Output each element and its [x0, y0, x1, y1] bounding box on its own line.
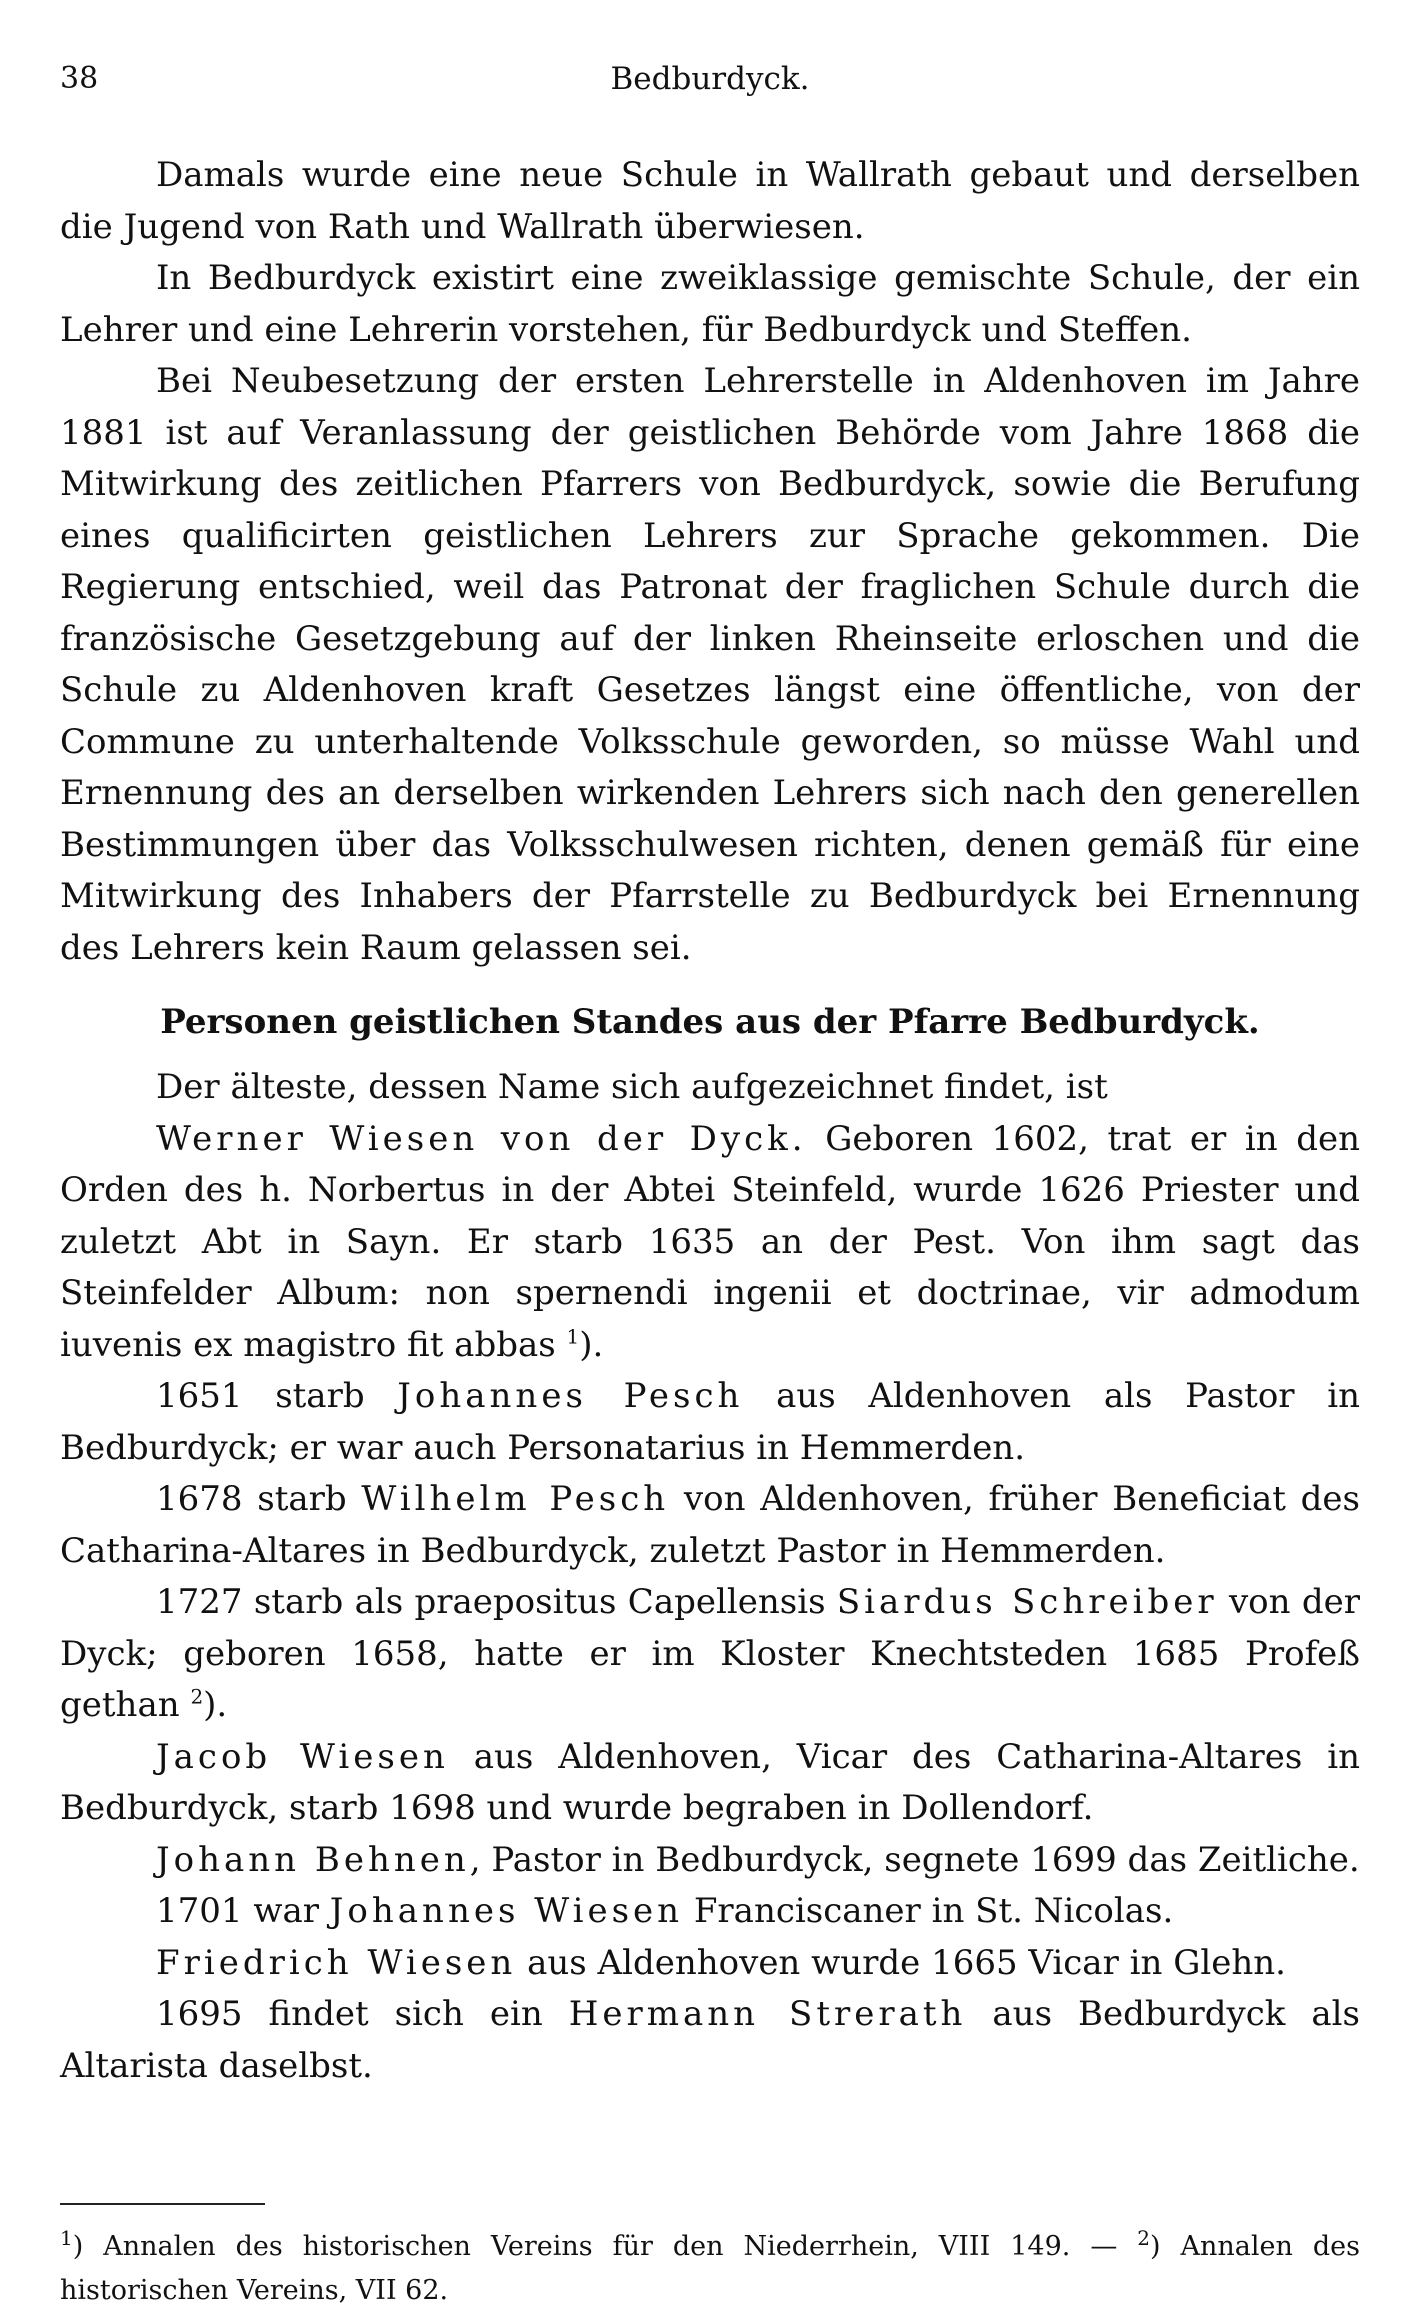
- paragraph: [60, 1062, 1360, 1114]
- person-name: Jacob Wiesen: [156, 1736, 449, 1777]
- paragraph: [60, 1474, 1360, 1577]
- paragraph: In Bedburdyck existirt eine zweiklassige gemischte Schule, der ein Lehrer und eine Lehrerin vorstehen, für Bedburdyck und Steffen.: [60, 258, 1360, 350]
- footnote-marker: 1: [60, 2226, 73, 2250]
- paragraph: Bei Neubesetzung der ersten Lehrerstelle in Aldenhoven im Jahre 1881 ist auf Veranlassung der geistlichen Behörde vom Jahre 1868 die Mitwirkung des zeitlichen Pfarrers von Bedburdyck, sowie die Berufung eines qualificirten geistlichen Lehrers zur Sprache gekommen. Die Regierung entschied, weil das Patronat der fraglichen Schule durch die französische Gesetzgebung auf der linken Rheinseite erloschen und die Schule zu Aldenhoven kraft Gesetzes längst eine öffentliche, von der Commune zu unterhaltende Volksschule geworden, so müsse Wahl und Ernennung des an derselben wirkenden Lehrers sich nach den generellen Bestimmungen über das Volksschulwesen richten, denen gemäß für eine Mitwirkung des Inhabers der Pfarrstelle zu Bedburdyck bei Ernennung des Lehrers kein Raum gelassen sei.: [60, 361, 1360, 968]
- paragraph-text: von der Dyck; geboren 1658, hatte er im Kloster Knechtsteden 1685 Profeß gethan: [60, 1582, 1360, 1725]
- paragraph: [60, 1114, 1360, 1372]
- paragraph-text: 1695 findet sich ein: [156, 1994, 569, 2034]
- footnote-rule: [60, 2203, 265, 2205]
- paragraph-text: 1727 starb als praepositus Capellensis: [156, 1582, 837, 1622]
- paragraph: [60, 1577, 1360, 1732]
- footnote-ref: 1: [566, 1324, 580, 1349]
- paragraph-text: aus Aldenhoven, Vicar des Catharina-Altares in Bedburdyck, starb 1698 und wurde begraben in Dollendorf.: [60, 1736, 1360, 1828]
- paragraph: [60, 1371, 1360, 1474]
- paragraph-text: aus Aldenhoven als Pastor in Bedburdyck; er war auch Personatarius in Hemmerden.: [60, 1376, 1360, 1468]
- paragraph-text: aus Aldenhoven wurde 1665 Vicar in Glehn.: [516, 1942, 1286, 1983]
- paragraph-text: von Aldenhoven, früher Beneficiat des Catharina-Altares in Bedburdyck, zuletzt Pastor in Hemmerden.: [60, 1479, 1360, 1571]
- person-name: Werner Wiesen von der Dyck.: [156, 1118, 807, 1159]
- paragraph: [60, 1989, 1360, 2092]
- page-number: 38: [60, 61, 99, 96]
- person-name: Siardus Schreiber: [836, 1582, 1218, 1622]
- footnotes: [60, 2225, 1360, 2313]
- paragraph-text: Franciscaner in St. Nicolas.: [683, 1891, 1174, 1931]
- footnote-marker: 2: [1137, 2226, 1151, 2250]
- paragraph: [60, 1835, 1360, 1887]
- book-page: [60, 55, 1361, 2306]
- paragraph-text: 1651 starb: [156, 1376, 398, 1416]
- person-name: Friedrich Wiesen: [156, 1942, 517, 1983]
- paragraph-text: 1701 war: [156, 1891, 330, 1931]
- main-text: [60, 150, 1360, 2092]
- person-name: Johannes Wiesen: [329, 1891, 684, 1931]
- paragraph-text: 1678 starb: [156, 1479, 362, 1519]
- footnote-ref: 2: [190, 1684, 204, 1709]
- paragraph: [60, 1886, 1360, 1938]
- paragraph-text: , Pastor in Bedburdyck, segnete 1699 das Zeitliche.: [469, 1839, 1360, 1880]
- paragraph: [60, 1732, 1360, 1835]
- paragraph-text: Geboren 1602, trat er in den Orden des h. Norbertus in der Abtei Steinfeld, wurde 1626 Priester und zuletzt Abt in Sayn. Er starb 1635 an der Pest. Von ihm sagt das Steinfelder Album: non spernendi ingenii et doctrinae, vir admodum iuvenis ex magistro fit abbas: [60, 1118, 1361, 1365]
- paragraph-text: Der älteste, dessen Name sich aufgezeichnet findet, ist: [156, 1067, 1108, 1107]
- running-title: Bedburdyck.: [610, 61, 810, 97]
- page-header: [60, 55, 1360, 105]
- paragraph-text: aus Bedburdyck als Altarista daselbst.: [60, 1994, 1360, 2086]
- paragraph-text: ).: [203, 1685, 228, 1725]
- paragraph: Damals wurde eine neue Schule in Wallrath gebaut und derselben die Jugend von Rath und Wallrath überwiesen.: [60, 155, 1360, 247]
- footnote-text: ) Annalen des historischen Vereins für den Niederrhein, VIII 149. —: [72, 2231, 1138, 2262]
- paragraph: [60, 1938, 1360, 1990]
- person-name: Wilhelm Pesch: [361, 1479, 670, 1519]
- section-heading: Personen geistlichen Standes aus der Pfarre Bedburdyck.: [160, 1002, 1260, 1042]
- person-name: Johann Behnen: [156, 1839, 470, 1880]
- person-name: Johannes Pesch: [397, 1376, 744, 1416]
- paragraph-text: ).: [579, 1324, 604, 1365]
- person-name: Hermann Strerath: [568, 1994, 967, 2034]
- footnote-text: ) Annalen des historischen Vereins, VII 62.: [60, 2231, 1360, 2306]
